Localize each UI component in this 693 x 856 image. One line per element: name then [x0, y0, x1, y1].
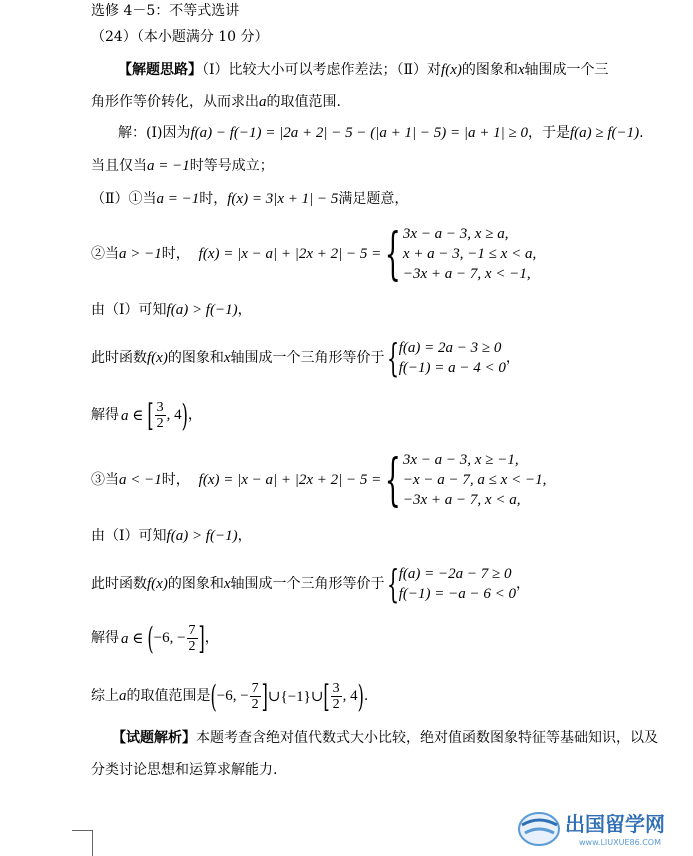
system-eq: f(−1) = −a − 6 < 0 [398, 586, 516, 602]
right-bracket: ] [198, 619, 205, 657]
case1-lead: （Ⅱ）①当 [91, 191, 157, 207]
system-eq: f(−1) = a − 4 < 0 [398, 360, 506, 376]
problem-title: （24）（本小题满分 10 分） [91, 29, 269, 45]
sum-end: . [363, 688, 369, 704]
sum-var: a [119, 687, 127, 704]
case2-piecewise [91, 222, 536, 286]
sol-end: ， [204, 630, 219, 646]
sol-var: a ∈ [121, 407, 144, 424]
sum-b: 的取值范围是 [126, 688, 211, 704]
case3-condition: a < −1 [119, 472, 162, 488]
idea-text: （Ⅰ）比较大小可以考虑作差法；（Ⅱ）对 [202, 62, 442, 78]
sum-tail: , 4 [342, 687, 358, 704]
globe-icon [519, 813, 559, 845]
part1-mid: ，于是 [527, 125, 570, 141]
sys-end: ， [515, 576, 530, 592]
a-symbol: a [259, 94, 267, 110]
case1-condition: a = −1 [156, 191, 200, 207]
numerator: 3 [332, 680, 340, 696]
left-brace: { [385, 447, 402, 513]
case3-lead: ③当 [91, 472, 119, 488]
case3-system [399, 564, 516, 604]
from1-line-2 [91, 527, 252, 545]
case1-end: 满足题意， [338, 191, 409, 207]
case3-expression: f(x) = |x − a| + |2x + 2| − 5 = [198, 472, 382, 488]
right-paren: ) [181, 396, 188, 434]
sol-text: 解得 [91, 407, 119, 423]
analysis-tag: 【试题解析】 [112, 730, 196, 746]
tri-c: 轴围成一个三角形等价于 [230, 576, 385, 592]
tri-text [91, 575, 385, 593]
tri-b: 的图象和 [167, 576, 224, 592]
case2-solution [91, 396, 202, 434]
tri-a: 此时函数 [91, 576, 147, 592]
piece: x + a − 3, −1 ≤ x < a, [402, 246, 537, 262]
idea-line-2 [91, 93, 341, 111]
case2-expression: f(x) = |x − a| + |2x + 2| − 5 = [198, 246, 382, 262]
part1-equality [91, 157, 274, 175]
left-brace: { [386, 562, 399, 606]
case2-mid: 时， [161, 246, 190, 262]
part1-expression: f(a) − f(−1) = |2a + 2| − 5 − (|a + 1| − 5) = |a + 1| ≥ 0 [190, 125, 528, 141]
case3-triangle [91, 563, 530, 605]
system-eq: f(a) = −2a − 7 ≥ 0 [398, 566, 512, 582]
fraction [250, 681, 261, 712]
case3-piecewise [91, 448, 546, 512]
piece: 3x − a − 3, x ≥ a, [402, 226, 509, 242]
tri-b: 的图象和 [167, 350, 224, 366]
case2-lead: ②当 [91, 246, 119, 262]
left-brace: { [385, 221, 402, 287]
page-corner-mark [72, 830, 93, 856]
sum-a: 综上 [91, 688, 119, 704]
tri-c: 轴围成一个三角形等价于 [230, 350, 385, 366]
x-symbol: x [517, 62, 525, 78]
case3-mid: 时， [161, 472, 190, 488]
sum-range1: −6, − [216, 687, 249, 704]
x-symbol: x [223, 576, 231, 592]
case1-expression: f(x) = 3|x + 1| − 5 [227, 191, 339, 207]
piece: −x − a − 7, a ≤ x < −1, [402, 472, 547, 488]
fraction [155, 400, 166, 431]
section-title: 选修 4－5：不等式选讲 [91, 3, 240, 19]
denominator: 2 [332, 696, 340, 712]
tri-a: 此时函数 [91, 350, 147, 366]
summary-line [91, 676, 368, 716]
left-bracket: [ [323, 677, 330, 715]
x-symbol: x [223, 350, 231, 366]
idea-text: 的图象和 [461, 62, 518, 78]
case3-pieces [403, 450, 546, 510]
sys-end: ， [505, 350, 520, 366]
denominator: 2 [156, 415, 164, 431]
case1-line [91, 190, 408, 208]
right-paren: ) [357, 677, 364, 715]
from1-expression: f(a) > f(−1) [166, 302, 238, 318]
sol-tail: , 4 [166, 406, 182, 423]
eq-post: 时等号成立； [189, 158, 274, 174]
idea-text: 角形作等价转化，从而求出 [91, 94, 259, 110]
fraction [187, 623, 198, 654]
piece: 3x − a − 3, x ≥ −1, [402, 452, 519, 468]
watermark-name: 出国留学网 [565, 812, 665, 836]
case2-pieces [403, 224, 536, 284]
sol3-head: −6, − [153, 629, 186, 646]
analysis-text: 本题考查含绝对值代数式大小比较，绝对值函数图象特征等基础知识，以及 [196, 730, 658, 746]
part1-end: . [639, 125, 644, 141]
from1-line [91, 301, 252, 319]
watermark-url: www.LIUXUE86.COM [579, 838, 662, 847]
idea-text: 轴围成一个三 [524, 62, 609, 78]
case2-system [399, 338, 506, 378]
case2-lead-wrap [91, 245, 381, 263]
case2-condition: a > −1 [119, 246, 162, 262]
from1-text: 由（Ⅰ）可知 [91, 302, 167, 318]
from1-expression: f(a) > f(−1) [166, 528, 238, 544]
fx-symbol: f(x) [147, 576, 168, 592]
numerator: 7 [251, 680, 259, 696]
from1-end: ， [237, 528, 252, 544]
idea-text: 的取值范围. [266, 94, 341, 110]
left-paren: ( [210, 677, 217, 715]
left-bracket: [ [147, 396, 154, 434]
sum-union: ∪{−1}∪ [267, 688, 324, 705]
part1-lead: 解：(Ⅰ)因为 [118, 125, 191, 141]
analysis-line-1 [112, 729, 658, 747]
fraction [331, 681, 342, 712]
sol-end: ， [187, 407, 202, 423]
fx-symbol: f(x) [441, 62, 462, 78]
part1-line [118, 124, 644, 142]
left-brace: { [386, 336, 399, 380]
denominator: 2 [251, 696, 259, 712]
case2-triangle [91, 337, 520, 379]
right-bracket: ] [261, 677, 268, 715]
piece: −3x + a − 7, x < −1, [402, 266, 531, 282]
tri-text [91, 349, 385, 367]
idea-line-1 [118, 61, 609, 79]
system-eq: f(a) = 2a − 3 ≥ 0 [398, 340, 502, 356]
from1-end: ， [237, 302, 252, 318]
sol-text: 解得 [91, 630, 119, 646]
watermark-logo [517, 805, 687, 851]
eq-pre: 当且仅当 [91, 158, 147, 174]
analysis-line-2: 分类讨论思想和运算求解能力. [91, 762, 278, 778]
denominator: 2 [188, 638, 196, 654]
part1-result: f(a) ≥ f(−1) [569, 125, 640, 141]
case1-mid: 时， [199, 191, 228, 207]
numerator: 3 [156, 399, 164, 415]
case3-lead-wrap [91, 471, 381, 489]
fx-symbol: f(x) [147, 350, 168, 366]
numerator: 7 [188, 622, 196, 638]
case3-solution [91, 619, 219, 657]
left-paren: ( [147, 619, 154, 657]
sol-var: a ∈ [121, 630, 144, 647]
piece: −3x + a − 7, x < a, [402, 492, 521, 508]
idea-tag: 【解题思路】 [118, 62, 202, 78]
eq-condition: a = −1 [147, 158, 190, 174]
from1-text: 由（Ⅰ）可知 [91, 528, 167, 544]
